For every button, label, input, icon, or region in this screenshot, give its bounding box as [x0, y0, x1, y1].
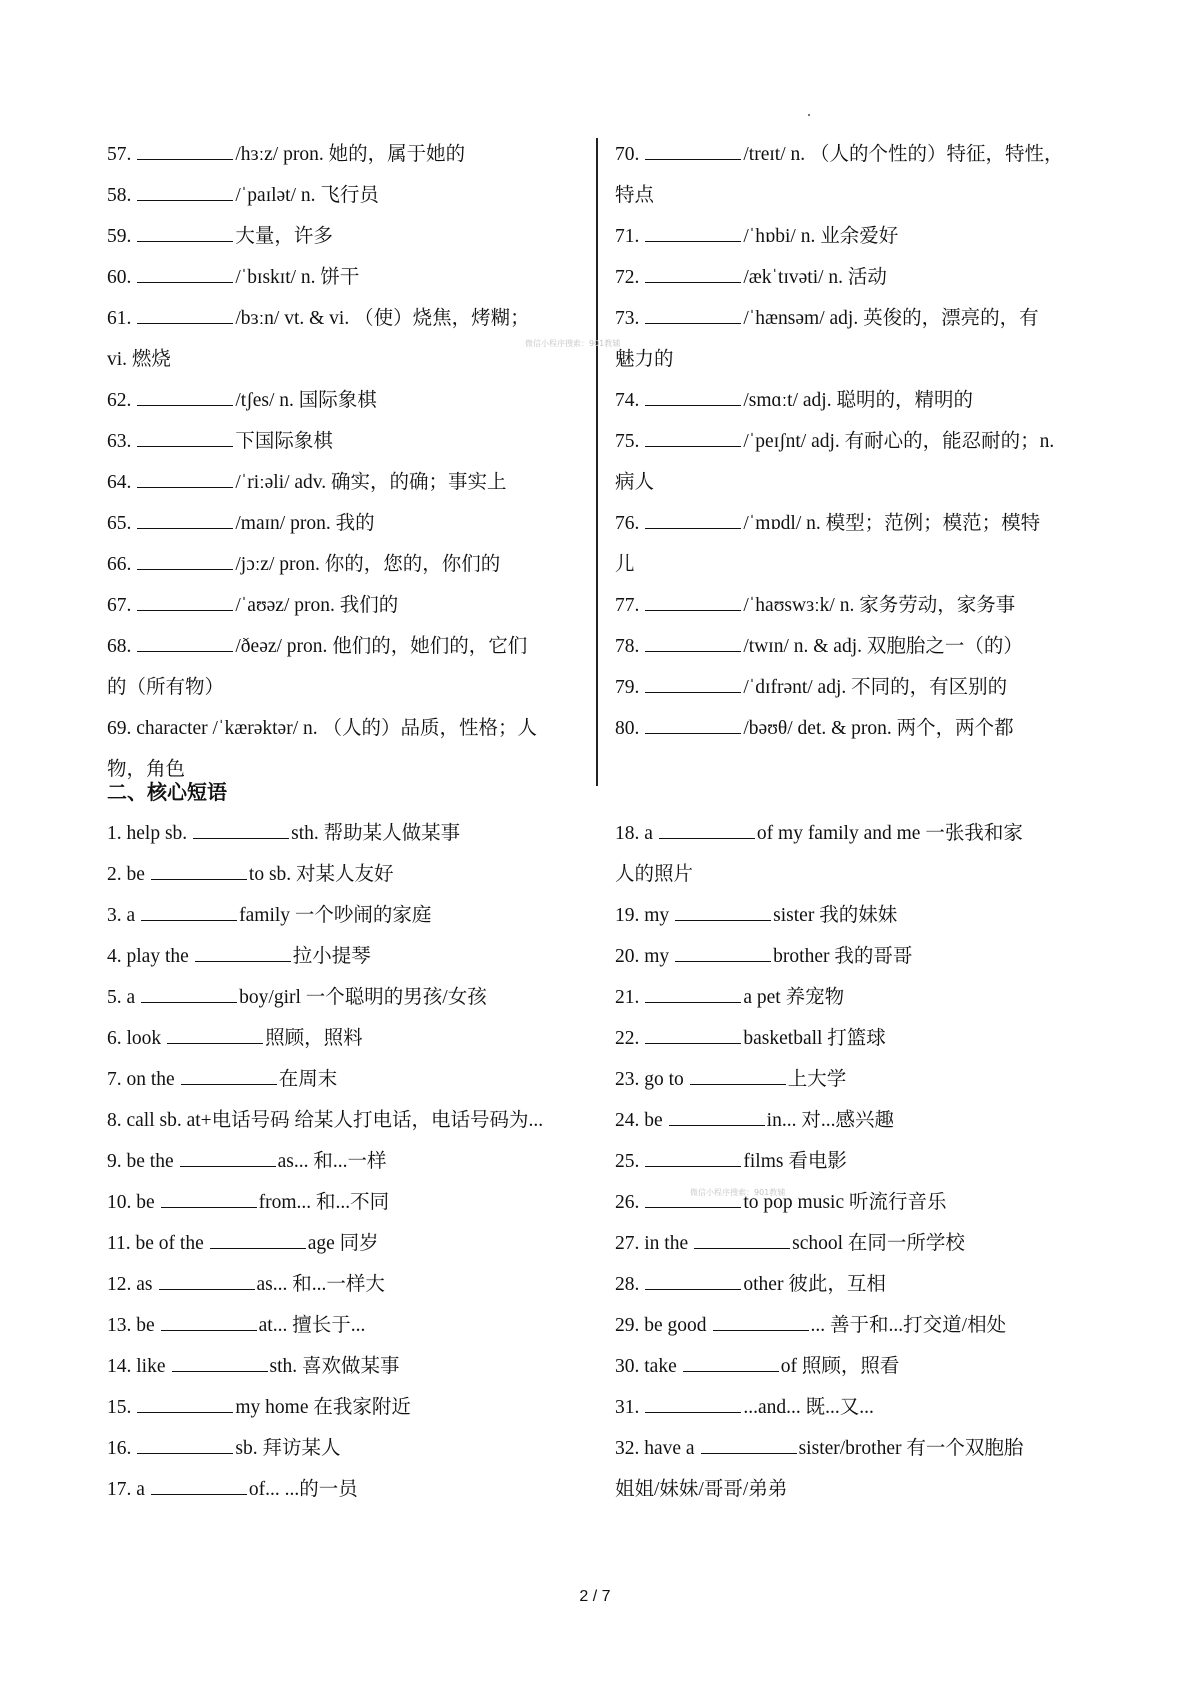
- entry-line: [107, 936, 592, 977]
- page-dot: [808, 114, 810, 116]
- entry-prefix: 68.: [107, 636, 132, 657]
- entry-prefix: 30. take: [615, 1356, 677, 1377]
- fill-in-blank[interactable]: [645, 1148, 741, 1167]
- entry-prefix: 71.: [615, 226, 640, 247]
- entry-text: 病人: [615, 472, 655, 493]
- entry-line: [615, 298, 1095, 339]
- entry-text: brother 我的哥哥: [773, 946, 913, 967]
- entry-line: [615, 895, 1095, 936]
- entry-prefix: 78.: [615, 636, 640, 657]
- entry-prefix: 26.: [615, 1192, 640, 1213]
- entry-line: [615, 1141, 1095, 1182]
- entry-line: [107, 854, 592, 895]
- entry-text: /ˈmɒdl/ n. 模型；范例；模范；模特: [743, 513, 1041, 534]
- entry-line: [107, 895, 592, 936]
- entry-prefix: 31.: [615, 1397, 640, 1418]
- fill-in-blank[interactable]: [713, 1312, 809, 1331]
- entry-prefix: 65.: [107, 513, 132, 534]
- entry-text: 人的照片: [615, 864, 694, 885]
- entry-line: [615, 257, 1095, 298]
- fill-in-blank[interactable]: [167, 1025, 263, 1044]
- entry-text: 物，角色: [107, 759, 186, 780]
- entry-line: [615, 1059, 1095, 1100]
- entry-line: [615, 1346, 1095, 1387]
- fill-in-blank[interactable]: [137, 182, 233, 201]
- fill-in-blank[interactable]: [137, 305, 233, 324]
- entry-text: 下国际象棋: [235, 431, 333, 452]
- entry-text: /ˈpaɪlət/ n. 飞行员: [235, 185, 379, 206]
- entry-line: [615, 626, 1095, 667]
- entry-line: [107, 585, 592, 626]
- entry-text: a pet 养宠物: [743, 987, 845, 1008]
- entry-line: [615, 503, 1095, 544]
- entry-line: [615, 813, 1095, 854]
- entry-text: as... 和...一样: [277, 1151, 387, 1172]
- fill-in-blank[interactable]: [683, 1353, 779, 1372]
- entry-line: [107, 1346, 592, 1387]
- entry-prefix: 58.: [107, 185, 132, 206]
- entry-line: [107, 175, 592, 216]
- entry-prefix: 5. a: [107, 987, 136, 1008]
- entry-line: [615, 1387, 1095, 1428]
- entry-line: [107, 1387, 592, 1428]
- vocab-column-left: [107, 134, 592, 790]
- fill-in-blank[interactable]: [137, 510, 233, 529]
- entry-line: [107, 1018, 592, 1059]
- entry-text: to sb. 对某人友好: [248, 864, 394, 885]
- entry-text: basketball 打篮球: [743, 1028, 886, 1049]
- entry-line: [107, 667, 592, 708]
- entry-prefix: 29. be good: [615, 1315, 707, 1336]
- entry-line: [107, 1428, 592, 1469]
- entry-line: [107, 813, 592, 854]
- entry-text: 魅力的: [615, 349, 674, 370]
- entry-line: [107, 421, 592, 462]
- entry-text: ...and... 既...又...: [743, 1397, 874, 1418]
- entry-prefix: 27. in the: [615, 1233, 689, 1254]
- entry-prefix: 63.: [107, 431, 132, 452]
- phrases-column-left: [107, 813, 592, 1510]
- fill-in-blank[interactable]: [645, 674, 741, 693]
- fill-in-blank[interactable]: [669, 1107, 765, 1126]
- section-heading: 二、核心短语: [107, 780, 227, 804]
- fill-in-blank[interactable]: [141, 984, 237, 1003]
- entry-line: [615, 1428, 1095, 1469]
- entry-line: [107, 1100, 592, 1141]
- fill-in-blank[interactable]: [701, 1435, 797, 1454]
- entry-text: age 同岁: [307, 1233, 379, 1254]
- entry-prefix: 28.: [615, 1274, 640, 1295]
- entry-line: [615, 977, 1095, 1018]
- entry-line: [615, 175, 1095, 216]
- entry-line: [615, 462, 1095, 503]
- entry-prefix: 9. be the: [107, 1151, 174, 1172]
- entry-text: 儿: [615, 554, 635, 575]
- entry-text: ... 善于和...打交道/相处: [810, 1315, 1007, 1336]
- entry-text: 姐姐/妹妹/哥哥/弟弟: [615, 1479, 788, 1500]
- fill-in-blank[interactable]: [675, 943, 771, 962]
- entry-text: as... 和...一样大: [256, 1274, 385, 1295]
- entry-prefix: 15.: [107, 1397, 132, 1418]
- entry-prefix: 62.: [107, 390, 132, 411]
- entry-text: vi. 燃烧: [107, 349, 171, 370]
- phrases-column-right: [615, 813, 1095, 1510]
- fill-in-blank[interactable]: [181, 1066, 277, 1085]
- entry-text: sth. 帮助某人做某事: [291, 823, 461, 844]
- entry-text: /maɪn/ pron. 我的: [235, 513, 375, 534]
- entry-text: /ˈhaʊswɜːk/ n. 家务劳动，家务事: [743, 595, 1016, 616]
- fill-in-blank[interactable]: [159, 1271, 255, 1290]
- entry-line: [107, 1182, 592, 1223]
- entry-prefix: 20. my: [615, 946, 670, 967]
- entry-prefix: 3. a: [107, 905, 136, 926]
- entry-line: [615, 585, 1095, 626]
- entry-line: [107, 977, 592, 1018]
- entry-prefix: 77.: [615, 595, 640, 616]
- entry-prefix: 11. be of the: [107, 1233, 204, 1254]
- fill-in-blank[interactable]: [137, 592, 233, 611]
- fill-in-blank[interactable]: [694, 1230, 790, 1249]
- entry-text: school 在同一所学校: [792, 1233, 965, 1254]
- fill-in-blank[interactable]: [645, 1271, 741, 1290]
- fill-in-blank[interactable]: [193, 820, 289, 839]
- fill-in-blank[interactable]: [645, 1394, 741, 1413]
- entry-text: /hɜːz/ pron. 她的，属于她的: [235, 144, 466, 165]
- entry-text: family 一个吵闹的家庭: [239, 905, 432, 926]
- entry-text: /ˈriːəli/ adv. 确实，的确；事实上: [235, 472, 507, 493]
- entry-line: [107, 1141, 592, 1182]
- fill-in-blank[interactable]: [137, 264, 233, 283]
- fill-in-blank[interactable]: [137, 223, 233, 242]
- entry-text: at... 擅长于...: [258, 1315, 366, 1336]
- entry-text: 8. call sb. at+电话号码 给某人打电话，电话号码为...: [107, 1110, 544, 1131]
- entry-text: 上大学: [787, 1069, 847, 1090]
- entry-prefix: 76.: [615, 513, 640, 534]
- entry-text: /treɪt/ n. （人的个性的）特征，特性，: [743, 144, 1064, 165]
- entry-prefix: 60.: [107, 267, 132, 288]
- vocab-column-right: [615, 134, 1095, 749]
- entry-text: to pop music 听流行音乐: [743, 1192, 947, 1213]
- entry-text: /ˈdɪfrənt/ adj. 不同的，有区别的: [743, 677, 1008, 698]
- entry-line: [615, 1018, 1095, 1059]
- entry-line: [107, 462, 592, 503]
- entry-text: /ˈaʊəz/ pron. 我们的: [235, 595, 399, 616]
- fill-in-blank[interactable]: [137, 1394, 233, 1413]
- entry-text: 的（所有物）: [107, 677, 225, 698]
- fill-in-blank[interactable]: [195, 943, 291, 962]
- fill-in-blank[interactable]: [137, 633, 233, 652]
- page-number: 2 / 7: [579, 1588, 611, 1605]
- fill-in-blank[interactable]: [645, 223, 741, 242]
- entry-text: 69. character /ˈkærəktər/ n. （人的）品质，性格；人: [107, 718, 537, 739]
- entry-text: of my family and me 一张我和家: [756, 823, 1023, 844]
- fill-in-blank[interactable]: [151, 1476, 247, 1495]
- entry-line: [615, 339, 1095, 380]
- entry-prefix: 4. play the: [107, 946, 189, 967]
- entry-text: /twɪn/ n. & adj. 双胞胎之一（的）: [743, 636, 1023, 657]
- entry-text: 拉小提琴: [292, 946, 371, 967]
- fill-in-blank[interactable]: [137, 551, 233, 570]
- entry-line: [107, 1059, 592, 1100]
- entry-text: other 彼此，互相: [743, 1274, 886, 1295]
- entry-prefix: 72.: [615, 267, 640, 288]
- entry-line: [615, 1305, 1095, 1346]
- entry-prefix: 18. a: [615, 823, 653, 844]
- entry-line: [107, 1305, 592, 1346]
- entry-prefix: 21.: [615, 987, 640, 1008]
- entry-line: [107, 380, 592, 421]
- entry-prefix: 13. be: [107, 1315, 155, 1336]
- entry-line: [615, 544, 1095, 585]
- fill-in-blank[interactable]: [161, 1189, 257, 1208]
- entry-prefix: 66.: [107, 554, 132, 575]
- entry-text: boy/girl 一个聪明的男孩/女孩: [239, 987, 487, 1008]
- entry-line: [615, 1100, 1095, 1141]
- entry-line: [107, 1264, 592, 1305]
- entry-text: 照顾，照料: [265, 1028, 363, 1049]
- entry-line: [107, 298, 592, 339]
- entry-text: /ækˈtɪvəti/ n. 活动: [743, 267, 887, 288]
- entry-line: [615, 1469, 1095, 1510]
- fill-in-blank[interactable]: [141, 902, 237, 921]
- entry-prefix: 16.: [107, 1438, 132, 1459]
- entry-text: /ˈpeɪʃnt/ adj. 有耐心的，能忍耐的；n.: [743, 431, 1055, 452]
- fill-in-blank[interactable]: [645, 984, 741, 1003]
- entry-prefix: 12. as: [107, 1274, 153, 1295]
- entry-text: /bɜːn/ vt. & vi. （使）烧焦，烤糊；: [235, 308, 530, 329]
- entry-line: [107, 626, 592, 667]
- entry-text: /bəʊθ/ det. & pron. 两个，两个都: [743, 718, 1014, 739]
- fill-in-blank[interactable]: [180, 1148, 276, 1167]
- entry-line: [615, 1223, 1095, 1264]
- fill-in-blank[interactable]: [659, 820, 755, 839]
- entry-prefix: 61.: [107, 308, 132, 329]
- fill-in-blank[interactable]: [675, 902, 771, 921]
- entry-line: [615, 1182, 1095, 1223]
- entry-text: /smɑːt/ adj. 聪明的，精明的: [743, 390, 973, 411]
- fill-in-blank[interactable]: [645, 141, 741, 160]
- entry-prefix: 7. on the: [107, 1069, 175, 1090]
- entry-text: in... 对...感兴趣: [766, 1110, 894, 1131]
- entry-line: [615, 708, 1095, 749]
- entry-prefix: 67.: [107, 595, 132, 616]
- entry-prefix: 73.: [615, 308, 640, 329]
- entry-line: [107, 1469, 592, 1510]
- entry-line: [107, 134, 592, 175]
- entry-text: /ˈhænsəm/ adj. 英俊的，漂亮的，有: [743, 308, 1039, 329]
- fill-in-blank[interactable]: [161, 1312, 257, 1331]
- entry-prefix: 25.: [615, 1151, 640, 1172]
- entry-prefix: 70.: [615, 144, 640, 165]
- entry-prefix: 14. like: [107, 1356, 166, 1377]
- entry-prefix: 24. be: [615, 1110, 663, 1131]
- entry-text: sister/brother 有一个双胞胎: [798, 1438, 1024, 1459]
- entry-text: sth. 喜欢做某事: [269, 1356, 400, 1377]
- watermark: 微信小程序搜索：901教辅: [525, 339, 621, 348]
- entry-text: 大量，许多: [235, 226, 333, 247]
- entry-line: [107, 216, 592, 257]
- entry-line: [615, 1264, 1095, 1305]
- entry-text: 特点: [615, 185, 655, 206]
- fill-in-blank[interactable]: [210, 1230, 306, 1249]
- column-divider: [596, 138, 598, 786]
- entry-prefix: 1. help sb.: [107, 823, 188, 844]
- entry-prefix: 6. look: [107, 1028, 162, 1049]
- entry-line: [107, 503, 592, 544]
- fill-in-blank[interactable]: [137, 469, 233, 488]
- entry-prefix: 19. my: [615, 905, 670, 926]
- watermark: 微信小程序搜索：901教辅: [690, 1188, 786, 1197]
- entry-prefix: 57.: [107, 144, 132, 165]
- fill-in-blank[interactable]: [137, 428, 233, 447]
- fill-in-blank[interactable]: [645, 305, 741, 324]
- entry-prefix: 17. a: [107, 1479, 145, 1500]
- fill-in-blank[interactable]: [137, 141, 233, 160]
- entry-text: /ˈbɪskɪt/ n. 饼干: [235, 267, 360, 288]
- entry-prefix: 22.: [615, 1028, 640, 1049]
- entry-prefix: 59.: [107, 226, 132, 247]
- fill-in-blank[interactable]: [690, 1066, 786, 1085]
- fill-in-blank[interactable]: [645, 264, 741, 283]
- entry-line: [107, 544, 592, 585]
- entry-text: 在周末: [278, 1069, 338, 1090]
- fill-in-blank[interactable]: [172, 1353, 268, 1372]
- entry-line: [615, 216, 1095, 257]
- entry-prefix: 80.: [615, 718, 640, 739]
- entry-prefix: 64.: [107, 472, 132, 493]
- fill-in-blank[interactable]: [645, 387, 741, 406]
- entry-text: /tʃes/ n. 国际象棋: [235, 390, 377, 411]
- entry-line: [615, 667, 1095, 708]
- entry-line: [107, 257, 592, 298]
- entry-text: from... 和...不同: [258, 1192, 390, 1213]
- fill-in-blank[interactable]: [137, 1435, 233, 1454]
- fill-in-blank[interactable]: [645, 1025, 741, 1044]
- entry-text: /ðeəz/ pron. 他们的，她们的，它们: [235, 636, 528, 657]
- entry-line: [615, 936, 1095, 977]
- entry-prefix: 2. be: [107, 864, 145, 885]
- entry-text: of 照顾，照看: [780, 1356, 900, 1377]
- entry-prefix: 23. go to: [615, 1069, 684, 1090]
- entry-text: my home 在我家附近: [235, 1397, 411, 1418]
- fill-in-blank[interactable]: [645, 428, 741, 447]
- entry-line: [107, 708, 592, 749]
- entry-prefix: 10. be: [107, 1192, 155, 1213]
- fill-in-blank[interactable]: [137, 387, 233, 406]
- entry-prefix: 79.: [615, 677, 640, 698]
- fill-in-blank[interactable]: [151, 861, 247, 880]
- entry-text: films 看电影: [743, 1151, 847, 1172]
- fill-in-blank[interactable]: [645, 715, 741, 734]
- fill-in-blank[interactable]: [645, 592, 741, 611]
- entry-prefix: 75.: [615, 431, 640, 452]
- entry-text: sister 我的妹妹: [773, 905, 898, 926]
- entry-prefix: 74.: [615, 390, 640, 411]
- entry-line: [107, 1223, 592, 1264]
- entry-line: [107, 339, 592, 380]
- entry-line: [615, 380, 1095, 421]
- fill-in-blank[interactable]: [645, 633, 741, 652]
- entry-prefix: 32. have a: [615, 1438, 695, 1459]
- entry-text: sb. 拜访某人: [235, 1438, 341, 1459]
- entry-text: of... ...的一员: [248, 1479, 358, 1500]
- entry-line: [615, 134, 1095, 175]
- entry-line: [615, 421, 1095, 462]
- fill-in-blank[interactable]: [645, 510, 741, 529]
- entry-text: /jɔːz/ pron. 你的，您的，你们的: [235, 554, 501, 575]
- entry-line: [615, 854, 1095, 895]
- entry-text: /ˈhɒbi/ n. 业余爱好: [743, 226, 899, 247]
